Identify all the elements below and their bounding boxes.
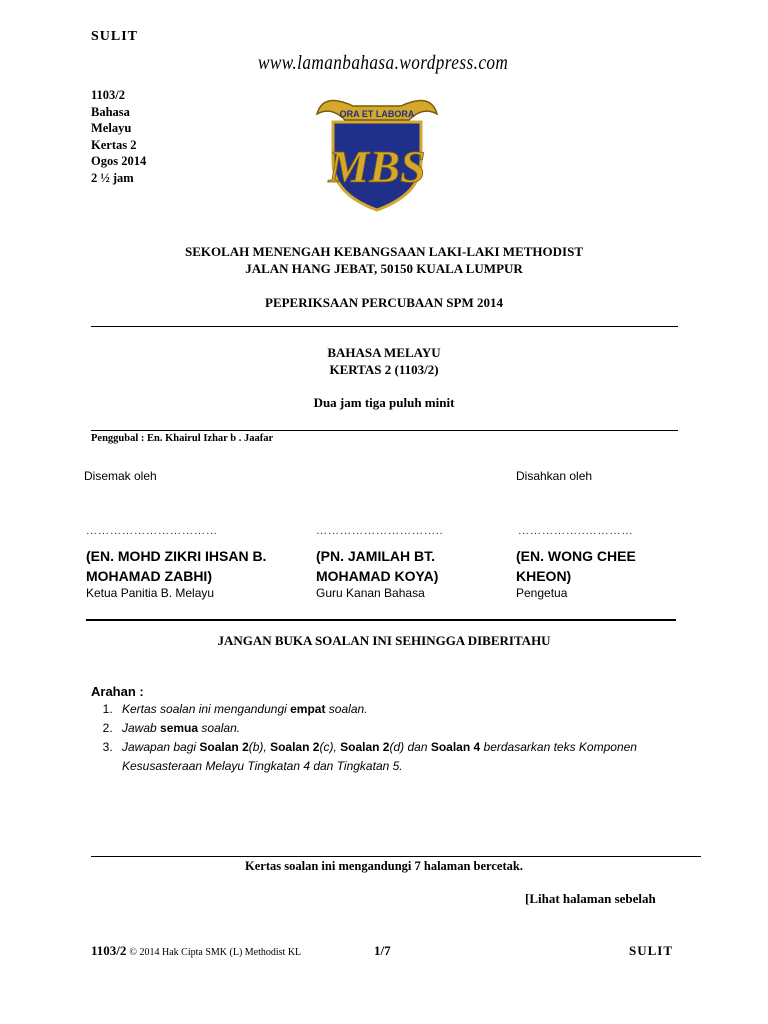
see-next-page: [Lihat halaman sebelah [525, 891, 656, 906]
divider-2 [91, 430, 678, 431]
paper-header-block [91, 87, 146, 186]
signatory-2-role: Guru Kanan Bahasa [316, 586, 425, 600]
paper-code: 1103/2 [91, 88, 126, 102]
signature-line-3: ……………..………… [518, 525, 634, 537]
signatory-1-name-line1: (EN. MOHD ZIKRI IHSAN B. [86, 548, 267, 564]
subject-line2: Melayu [91, 121, 132, 135]
signatory-2-name-line2: MOHAMAD KOYA) [316, 568, 439, 584]
footer-left [91, 943, 301, 959]
instructions-list [96, 700, 681, 776]
divider-4 [91, 856, 701, 857]
signatory-3 [516, 546, 686, 600]
exam-title: PEPERIKSAAN PERCUBAAN SPM 2014 [265, 295, 503, 310]
signatory-1 [86, 546, 306, 600]
checked-by-label: Disemak oleh [84, 469, 157, 483]
approved-by-label: Disahkan oleh [516, 469, 593, 483]
setter-name: Penggubal : En. Khairul Izhar b . Jaafar [91, 433, 274, 444]
classification-bottom: SULIT [629, 943, 674, 958]
signatory-1-name-line2: MOHAMAD ZABHI) [86, 568, 212, 584]
school-address: JALAN HANG JEBAT, 50150 KUALA LUMPUR [245, 261, 523, 276]
classification-top: SULIT [91, 29, 139, 44]
footer-code: 1103/2 [91, 943, 127, 958]
signature-line-2: ………………………….. [316, 525, 444, 537]
website-url: www.lamanbahasa.wordpress.com [258, 52, 509, 74]
signatory-3-name-line1: (EN. WONG CHEE [516, 548, 636, 564]
paper-number: Kertas 2 [91, 137, 137, 152]
signatory-2-name-line1: (PN. JAMILAH BT. [316, 548, 435, 564]
instruction-3: 3. Jawapan bagi Soalan 2(b), Soalan 2(c), Soalan 2(d) dan Soalan 4 berdasarkan teks Komponen Kesusasteraan Melayu Tingkatan 4 dan Tingkatan 5. [116, 738, 681, 776]
logo-motto: ORA ET LABORA [339, 109, 415, 119]
page-number: 1/7 [374, 943, 391, 958]
school-name: SEKOLAH MENENGAH KEBANGSAAN LAKI-LAKI METHODIST [184, 244, 583, 259]
instruction-1: 1. Kertas soalan ini mengandungi empat soalan. [116, 700, 681, 719]
instructions-title: Arahan : [91, 684, 144, 699]
subject-line1: Bahasa [91, 104, 130, 119]
instruction-2: 2. Jawab semua soalan. [116, 719, 681, 738]
school-heading [0, 243, 768, 311]
paper-title: KERTAS 2 (1103/2) [329, 362, 439, 377]
exam-duration: 2 ½ jam [91, 170, 134, 185]
subject-title: BAHASA MELAYU [327, 345, 441, 360]
signatory-3-name-line2: KHEON) [516, 568, 572, 584]
warning-text: JANGAN BUKA SOALAN INI SEHINGGA DIBERITAHU [217, 633, 551, 648]
divider-3 [86, 619, 676, 621]
signatory-2 [316, 546, 506, 600]
signatory-1-role: Ketua Panitia B. Melayu [86, 586, 215, 600]
exam-date: Ogos 2014 [91, 154, 147, 168]
signatory-3-role: Pengetua [516, 586, 568, 600]
pages-note: Kertas soalan ini mengandungi 7 halaman bercetak. [245, 859, 523, 873]
subject-block [0, 344, 768, 411]
logo-initials: MBS [328, 141, 426, 192]
divider-1 [91, 326, 678, 327]
school-logo [313, 84, 441, 214]
footer-copyright: © 2014 Hak Cipta SMK (L) Methodist KL [129, 947, 302, 958]
signature-line-1: …………………………… [86, 525, 218, 537]
time-allowed: Dua jam tiga puluh minit [313, 395, 455, 410]
